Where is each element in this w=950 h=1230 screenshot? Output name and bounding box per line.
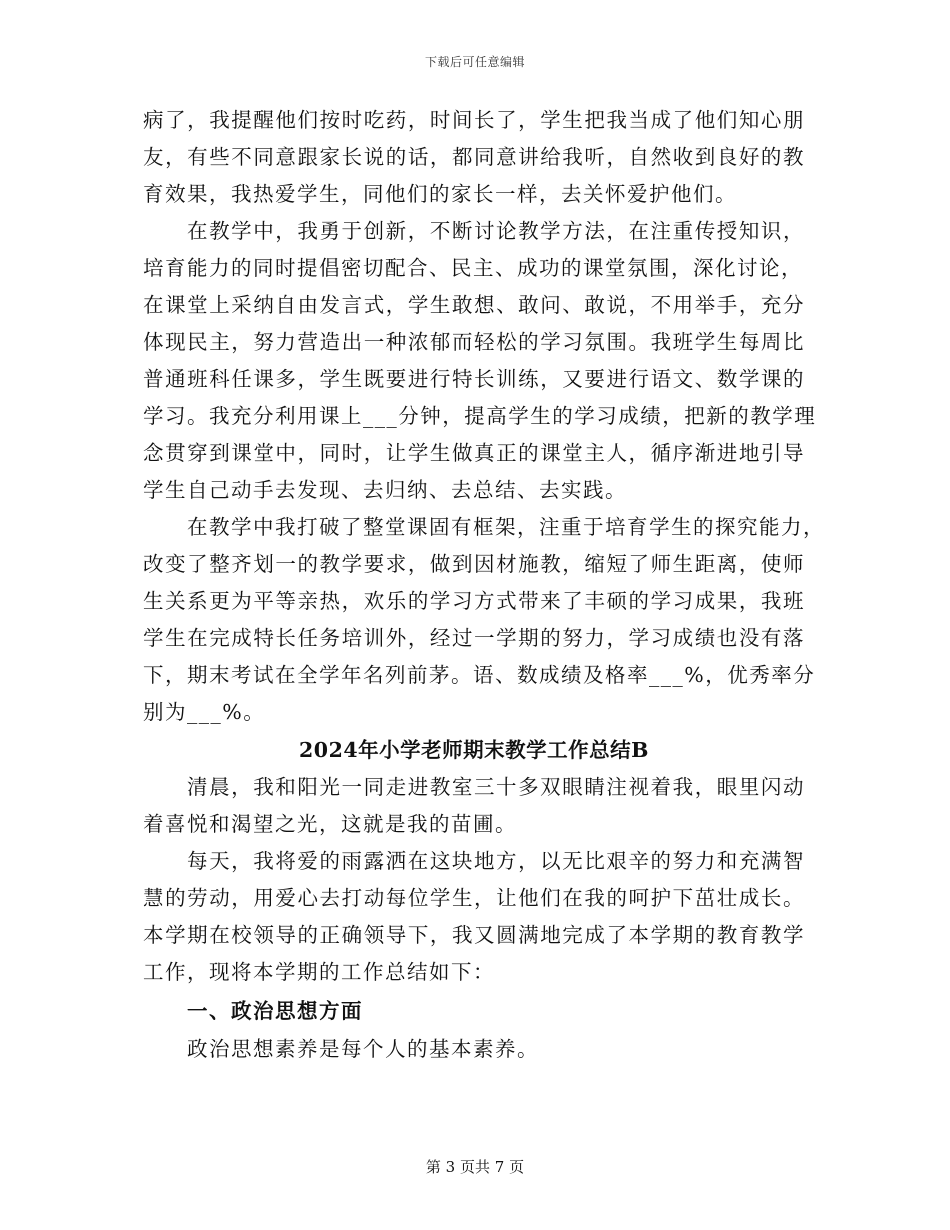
text-line: 着喜悦和渴望之光，这就是我的苗圃。 [143, 812, 517, 836]
text-line: 生关系更为平等亲热，欢乐的学习方式带来了丰硕的学习成果，我班 [143, 589, 805, 613]
text-line: 育效果，我热爱学生，同他们的家长一样，去关怀爱护他们。 [143, 182, 737, 206]
text-line: 念贯穿到课堂中，同时，让学生做真正的课堂主人，循序渐进地引导 [143, 441, 805, 465]
text-line: 普通班科任课多，学生既要进行特长训练，又要进行语文、数学课的 [143, 367, 805, 391]
text-line: 体现民主，努力营造出一种浓郁而轻松的学习氛围。我班学生每周比 [143, 330, 805, 354]
text-line: 友，有些不同意跟家长说的话，都同意讲给我听，自然收到良好的教 [143, 145, 805, 169]
text-line: 学生自己动手去发现、去归纳、去总结、去实践。 [143, 478, 627, 502]
paragraph-first-line: 政治思想素养是每个人的基本素养。 [187, 1037, 539, 1061]
text-line: 下，期末考试在全学年名列前茅。语、数成绩及格率___%，优秀率分 [143, 663, 816, 687]
text-line: 培育能力的同时提倡密切配合、民主、成功的课堂氛围，深化讨论， [143, 256, 803, 280]
subsection-heading: 一、政治思想方面 [187, 999, 363, 1023]
text-line: 学习。我充分利用课上___分钟，提高学生的学习成绩，把新的教学理 [143, 404, 817, 428]
paragraph-first-line: 在教学中我打破了整堂课固有框架，注重于培育学生的探究能力， [187, 515, 825, 539]
document-body [143, 102, 825, 1068]
text-line: 慧的劳动，用爱心去打动每位学生，让他们在我的呵护下茁壮成长。 [143, 886, 805, 910]
text-line: 工作，现将本学期的工作总结如下： [143, 960, 495, 984]
text-line: 改变了整齐划一的教学要求，做到因材施教，缩短了师生距离，使师 [143, 552, 805, 576]
section-title: 2024年小学老师期末教学工作总结B [299, 738, 649, 762]
text-line: 学生在完成特长任务培训外，经过一学期的努力，学习成绩也没有落 [143, 626, 805, 650]
text-line: 别为___%。 [143, 700, 266, 724]
paragraph-first-line: 每天，我将爱的雨露洒在这块地方，以无比艰辛的努力和充满智 [187, 849, 805, 873]
text-line: 在课堂上采纳自由发言式，学生敢想、敢问、敢说，不用举手，充分 [143, 293, 805, 317]
paragraph-first-line: 在教学中，我勇于创新，不断讨论教学方法，在注重传授知识， [187, 219, 805, 243]
page-number: 第 3 页共 7 页 [425, 1158, 525, 1176]
paragraph-first-line: 清晨，我和阳光一同走进教室三十多双眼睛注视着我，眼里闪动 [187, 775, 805, 799]
header-note: 下载后可任意编辑 [424, 55, 525, 69]
text-line: 本学期在校领导的正确领导下，我又圆满地完成了本学期的教育教学 [143, 923, 805, 947]
text-line: 病了，我提醒他们按时吃药，时间长了，学生把我当成了他们知心朋 [143, 108, 805, 132]
